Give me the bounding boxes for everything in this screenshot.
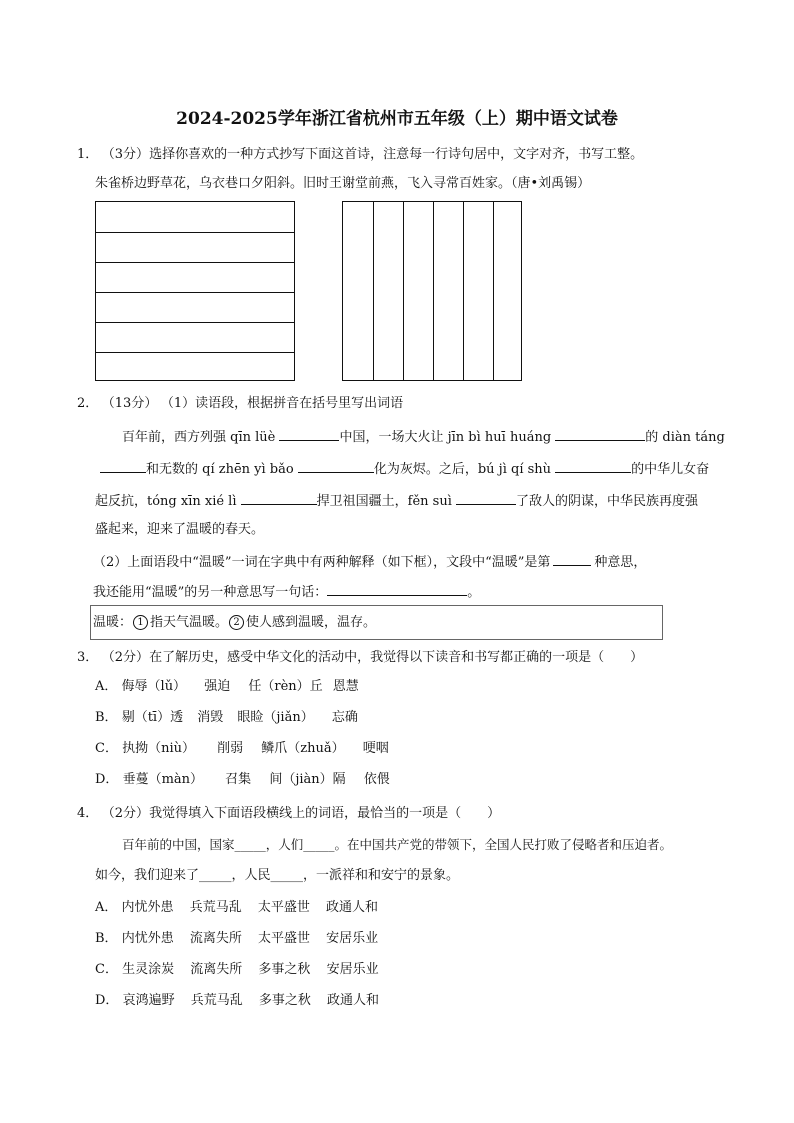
question-number: 3．: [77, 650, 99, 665]
question-prompt: 选择你喜欢的一种方式抄写下面这首诗，注意每一行诗句居中，文字对齐，书写工整。: [149, 147, 644, 162]
passage-line-3: [95, 490, 698, 511]
option-item: 安居乐业: [326, 962, 379, 977]
question-2-header: [77, 395, 403, 413]
question-prompt: 在了解历史，感受中华文化的活动中，我觉得以下读音和书写都正确的一项是（ ）: [149, 650, 644, 665]
option-item: 剔（tī）透: [121, 710, 184, 725]
passage-text: 起反抗，tóng xīn xié lì: [95, 494, 237, 509]
option-item: 垂蔓（màn）: [122, 772, 204, 787]
circled-number-2: 2: [229, 615, 244, 630]
question-part-2-sentence: [93, 581, 480, 602]
q4-passage-line-2: 如今，我们迎来了_____，人民_____，一派祥和和安宁的景象。: [95, 868, 460, 883]
option-item: 内忧外患: [121, 931, 174, 946]
answer-blank[interactable]: [100, 458, 146, 473]
option-item: 眼睑（jiǎn）: [237, 710, 314, 725]
q4-passage-line-1: 百年前的中国，国家_____，人们_____。在中国共产党的带领下，全国人民打败了侵略者和压迫者。: [122, 837, 673, 852]
page-title: 2024-2025学年浙江省杭州市五年级（上）期中语文试卷: [176, 109, 618, 129]
part-2-text: 我还能用“温暖”的另一种意思写一句话：: [93, 585, 328, 600]
option-item: 削弱: [217, 741, 244, 756]
part-2-text: 种意思，: [594, 555, 647, 570]
question-number: 1．: [77, 147, 99, 162]
option-item: 召集: [225, 772, 252, 787]
option-label: A．: [95, 679, 118, 694]
passage-text: 的中华儿女奋: [631, 462, 710, 477]
definition-1: 指天气温暖。: [150, 615, 229, 630]
q3-option-a[interactable]: [95, 678, 359, 696]
passage-line-1: [122, 426, 725, 447]
option-item: 生灵涂炭: [122, 962, 175, 977]
answer-blank[interactable]: [553, 551, 591, 566]
sentence-answer-blank[interactable]: [327, 581, 467, 596]
passage-text: 和无数的 qí zhēn yì bǎo: [146, 462, 294, 477]
option-item: 执拗（niù）: [122, 741, 195, 756]
option-item: 政通人和: [327, 993, 380, 1008]
q4-option-c[interactable]: [95, 961, 379, 979]
part-2-text: （2）上面语段中“温暖”一词在字典中有两种解释（如下框），文段中“温暖”是第: [93, 555, 551, 570]
option-label: C．: [95, 962, 118, 977]
option-item: 哽咽: [362, 741, 389, 756]
option-label: C．: [95, 741, 118, 756]
q4-option-a[interactable]: [95, 899, 378, 917]
question-score: （13分）: [108, 396, 158, 411]
option-item: 太平盛世: [258, 931, 311, 946]
option-label: D．: [95, 993, 119, 1008]
option-item: 恩慧: [332, 679, 359, 694]
passage-text: 捍卫祖国疆土，fěn suì: [316, 494, 452, 509]
passage-text: 中国，一场大火让 jīn bì huī huáng: [339, 430, 552, 445]
definition-label: 温暖：: [93, 615, 133, 630]
option-label: A．: [95, 900, 118, 915]
option-item: 多事之秋: [258, 993, 311, 1008]
passage-text: 百年前，西方列强 qīn lüè: [122, 430, 276, 445]
answer-blank[interactable]: [279, 426, 339, 441]
option-item: 安居乐业: [326, 931, 379, 946]
option-item: 政通人和: [326, 900, 379, 915]
option-item: 流离失所: [190, 962, 243, 977]
part-2-text: 。: [467, 585, 481, 600]
q3-option-c[interactable]: [95, 740, 389, 758]
circled-number-1: 1: [133, 615, 148, 630]
question-1-header: [77, 146, 643, 164]
answer-blank[interactable]: [555, 426, 645, 441]
option-item: 依偎: [363, 772, 390, 787]
option-item: 兵荒马乱: [190, 993, 243, 1008]
horizontal-writing-grid[interactable]: [95, 201, 295, 381]
question-prompt: 我觉得填入下面语段横线上的词语，最恰当的一项是（ ）: [149, 806, 501, 821]
question-number: 2．: [77, 396, 99, 411]
option-item: 鳞爪（zhuǎ）: [261, 741, 345, 756]
question-number: 4．: [77, 806, 99, 821]
option-item: 流离失所: [189, 931, 242, 946]
poem-text: 朱雀桥边野草花，乌衣巷口夕阳斜。旧时王谢堂前燕，飞入寻常百姓家。（唐•刘禹锡）: [95, 176, 591, 191]
option-item: 任（rèn）丘: [248, 679, 323, 694]
answer-blank[interactable]: [298, 458, 374, 473]
passage-line-2: [100, 458, 709, 479]
option-item: 哀鸿遍野: [122, 993, 175, 1008]
vertical-writing-grid[interactable]: [342, 201, 522, 381]
option-item: 多事之秋: [258, 962, 311, 977]
option-item: 忘确: [331, 710, 358, 725]
option-item: 侮辱（lǔ）: [121, 679, 187, 694]
passage-text: 了敌人的阴谋，中华民族再度强: [516, 494, 699, 509]
question-4-header: [77, 805, 500, 823]
passage-text: 的 diàn táng: [645, 430, 725, 445]
question-score: （3分）: [108, 147, 150, 162]
answer-blank[interactable]: [555, 458, 631, 473]
q3-option-d[interactable]: [95, 771, 390, 789]
option-item: 太平盛世: [257, 900, 310, 915]
option-label: B．: [95, 931, 118, 946]
answer-blank[interactable]: [456, 490, 516, 505]
option-item: 强迫: [204, 679, 231, 694]
option-label: B．: [95, 710, 118, 725]
option-item: 间（jiàn）隔: [269, 772, 346, 787]
question-part-2: [93, 551, 646, 572]
definition-text: [93, 614, 376, 632]
passage-line-4: 盛起来，迎来了温暖的春天。: [95, 522, 265, 537]
option-item: 内忧外患: [121, 900, 174, 915]
question-score: （2分）: [108, 806, 150, 821]
option-item: 兵荒马乱: [189, 900, 242, 915]
answer-blank[interactable]: [241, 490, 317, 505]
definition-2: 使人感到温暖，温存。: [246, 615, 377, 630]
question-score: （2分）: [108, 650, 150, 665]
question-3-header: [77, 649, 643, 667]
q4-option-b[interactable]: [95, 930, 378, 948]
passage-text: 化为灰烬。之后，bú jì qí shù: [373, 462, 552, 477]
question-part-1: （1）读语段，根据拼音在括号里写出词语: [167, 396, 404, 411]
q4-option-d[interactable]: [95, 992, 379, 1010]
option-item: 消毁: [197, 710, 224, 725]
option-label: D．: [95, 772, 119, 787]
q3-option-b[interactable]: [95, 709, 358, 727]
